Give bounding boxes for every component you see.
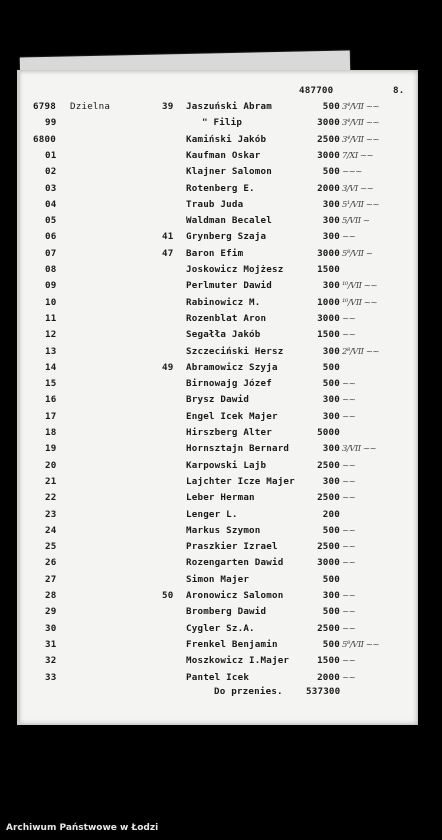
- person-name: Kamiński Jakób: [186, 133, 267, 145]
- entry-number: 21: [45, 475, 57, 487]
- entry-number: 19: [45, 443, 57, 455]
- handwritten-note: ¹⁰/VII ~~: [342, 297, 377, 308]
- entry-number: 6800: [33, 133, 56, 145]
- entry-number: 02: [45, 166, 57, 178]
- person-name: Pantel Icek: [186, 671, 250, 683]
- handwritten-note: 3⁴/VII ~~: [342, 102, 379, 112]
- entry-number: 08: [45, 264, 57, 275]
- handwritten-note: ~~~: [342, 167, 362, 178]
- person-name: Brysz Dawid: [186, 394, 250, 406]
- amount: 3000: [317, 247, 340, 259]
- handwritten-note: ~~: [342, 232, 356, 243]
- person-name: Rotenberg E.: [186, 182, 255, 194]
- entry-number: 30: [45, 622, 57, 634]
- amount: 500: [322, 573, 340, 585]
- house-number: 47: [162, 247, 174, 259]
- carry-over-total: 537300: [306, 686, 341, 697]
- person-name: " Filip: [202, 117, 243, 129]
- entry-number: 11: [45, 312, 57, 324]
- house-number: 49: [162, 361, 174, 373]
- entry-number: 13: [45, 345, 57, 357]
- amount: 300: [322, 590, 340, 601]
- handwritten-note: 5⁸/VII ~: [342, 248, 373, 259]
- person-name: Birnowajg Józef: [186, 378, 272, 390]
- house-number: 50: [162, 590, 174, 601]
- amount: 300: [322, 410, 340, 422]
- person-name: Kaufman Oskar: [186, 149, 261, 161]
- amount: 3000: [317, 149, 340, 161]
- person-name: Lenger L.: [186, 508, 238, 520]
- amount: 300: [322, 345, 340, 357]
- entry-number: 03: [45, 182, 57, 194]
- entry-number: 22: [45, 492, 57, 504]
- person-name: Karpowski Lajb: [186, 459, 267, 471]
- entry-number: 26: [45, 557, 57, 569]
- person-name: Segałła Jakób: [186, 329, 261, 341]
- person-name: Jaszuński Abram: [186, 101, 272, 112]
- handwritten-note: ~~: [342, 330, 356, 341]
- handwritten-note: 5¹/VII ~~: [342, 199, 379, 210]
- entry-number: 28: [45, 590, 57, 601]
- handwritten-note: ~~: [342, 493, 356, 504]
- entry-number: 17: [45, 410, 57, 422]
- amount: 3000: [317, 312, 340, 324]
- running-total: 487700: [299, 85, 334, 96]
- amount: 500: [322, 524, 340, 536]
- amount: 300: [322, 215, 340, 227]
- person-name: Grynberg Szaja: [186, 231, 267, 243]
- person-name: Bromberg Dawid: [186, 606, 267, 618]
- person-name: Aronowicz Salomon: [186, 590, 284, 601]
- entry-number: 12: [45, 329, 57, 341]
- handwritten-note: ~~: [342, 672, 356, 683]
- amount: 300: [322, 443, 340, 455]
- entry-number: 23: [45, 508, 57, 520]
- handwritten-note: ~~: [342, 525, 356, 536]
- amount: 1500: [317, 264, 340, 275]
- entry-number: 01: [45, 149, 57, 161]
- person-name: Rozengarten Dawid: [186, 557, 284, 569]
- entry-number: 24: [45, 524, 57, 536]
- entry-number: 05: [45, 215, 57, 227]
- person-name: Perlmuter Dawid: [186, 280, 272, 292]
- house-number: 41: [162, 231, 174, 243]
- archive-label: Archiwum Państwowe w Łodzi: [6, 823, 159, 833]
- amount: 500: [322, 101, 340, 112]
- amount: 1000: [317, 296, 340, 308]
- person-name: Lajchter Icze Majer: [186, 475, 295, 487]
- amount: 2500: [317, 133, 340, 145]
- handwritten-note: ~~: [342, 656, 356, 667]
- person-name: Moszkowicz I.Majer: [186, 655, 290, 667]
- entry-number: 10: [45, 296, 57, 308]
- entry-number: 6798: [33, 101, 56, 112]
- person-name: Abramowicz Szyja: [186, 361, 278, 373]
- entry-number: 27: [45, 573, 57, 585]
- entry-number: 99: [45, 117, 57, 129]
- handwritten-note: ~~: [342, 476, 356, 487]
- amount: 300: [322, 280, 340, 292]
- amount: 3000: [317, 557, 340, 569]
- entry-number: 25: [45, 541, 57, 553]
- entry-number: 16: [45, 394, 57, 406]
- page-number: 8.: [393, 85, 405, 96]
- amount: 2000: [317, 182, 340, 194]
- amount: 300: [322, 231, 340, 243]
- entry-number: 31: [45, 638, 57, 650]
- carry-over-label: Do przenies.: [214, 686, 283, 697]
- handwritten-note: 3⁴/VII ~~: [342, 134, 379, 145]
- amount: 2500: [317, 622, 340, 634]
- person-name: Leber Herman: [186, 492, 255, 504]
- amount: 2500: [317, 459, 340, 471]
- entry-number: 29: [45, 606, 57, 618]
- entry-number: 15: [45, 378, 57, 390]
- amount: 3000: [317, 117, 340, 129]
- handwritten-note: 2⁸/VII ~~: [342, 346, 379, 357]
- entry-number: 18: [45, 427, 57, 438]
- person-name: Praszkier Izrael: [186, 541, 278, 553]
- entry-number: 09: [45, 280, 57, 292]
- person-name: Rozenblat Aron: [186, 312, 267, 324]
- house-number: 39: [162, 101, 174, 112]
- street-name: Dzielna: [70, 101, 111, 112]
- entry-number: 04: [45, 198, 57, 210]
- person-name: Baron Efim: [186, 247, 244, 259]
- amount: 500: [322, 166, 340, 178]
- amount: 300: [322, 394, 340, 406]
- amount: 300: [322, 198, 340, 210]
- amount: 500: [322, 606, 340, 618]
- person-name: Engel Icek Majer: [186, 410, 278, 422]
- handwritten-note: ~~: [342, 558, 356, 569]
- archive-footer: [0, 820, 442, 840]
- handwritten-note: ~~: [342, 591, 356, 601]
- amount: 2000: [317, 671, 340, 683]
- handwritten-note: ~~: [342, 313, 356, 324]
- person-name: Traub Juda: [186, 198, 244, 210]
- entry-number: 07: [45, 247, 57, 259]
- handwritten-note: ~~: [342, 411, 356, 422]
- amount: 500: [322, 378, 340, 390]
- handwritten-note: ~~: [342, 623, 356, 634]
- handwritten-note: 5/VII ~: [342, 216, 370, 227]
- handwritten-note: ¹⁰/VII ~~: [342, 281, 377, 292]
- amount: 500: [322, 638, 340, 650]
- page-binding-edge: [17, 70, 20, 725]
- entry-number: 32: [45, 655, 57, 667]
- amount: 1500: [317, 329, 340, 341]
- amount: 2500: [317, 541, 340, 553]
- handwritten-note: 3/VII ~~: [342, 444, 377, 455]
- handwritten-note: ~~: [342, 542, 356, 553]
- person-name: Frenkel Benjamin: [186, 638, 278, 650]
- handwritten-note: 5⁸/VII ~~: [342, 639, 379, 650]
- amount: 200: [322, 508, 340, 520]
- person-name: Hornsztajn Bernard: [186, 443, 290, 455]
- person-name: Markus Szymon: [186, 524, 261, 536]
- person-name: Rabinowicz M.: [186, 296, 261, 308]
- person-name: Szczeciński Hersz: [186, 345, 284, 357]
- entry-number: 06: [45, 231, 57, 243]
- handwritten-note: ~~: [342, 460, 356, 471]
- amount: 1500: [317, 655, 340, 667]
- person-name: Joskowicz Mojżesz: [186, 264, 284, 275]
- amount: 300: [322, 475, 340, 487]
- handwritten-note: ~~: [342, 379, 356, 390]
- person-name: Klajner Salomon: [186, 166, 272, 178]
- person-name: Cygler Sz.A.: [186, 622, 255, 634]
- handwritten-note: 3/VI ~~: [342, 183, 374, 194]
- person-name: Simon Majer: [186, 573, 250, 585]
- person-name: Waldman Becalel: [186, 215, 272, 227]
- entry-number: 14: [45, 361, 57, 373]
- handwritten-note: ~~: [342, 395, 356, 406]
- entry-number: 20: [45, 459, 57, 471]
- handwritten-note: 3⁴/VII ~~: [342, 118, 379, 129]
- entry-number: 33: [45, 671, 57, 683]
- handwritten-note: ~~: [342, 607, 356, 618]
- amount: 5000: [317, 427, 340, 438]
- person-name: Hirszberg Alter: [186, 427, 272, 438]
- handwritten-note: 7/XI ~~: [342, 150, 374, 161]
- amount: 2500: [317, 492, 340, 504]
- amount: 500: [322, 361, 340, 373]
